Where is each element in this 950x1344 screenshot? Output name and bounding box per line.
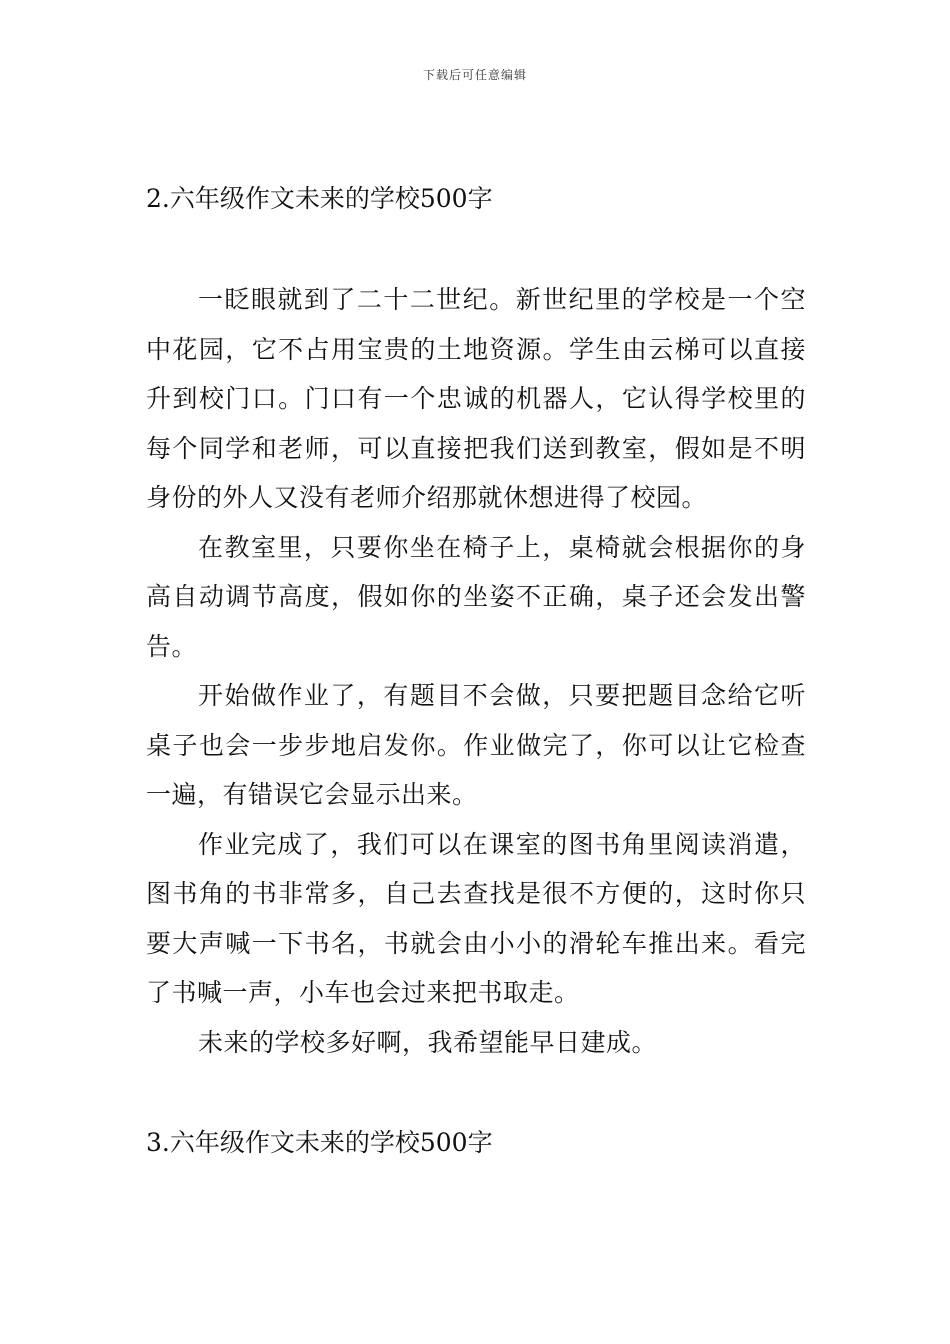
essay-paragraph: 一眨眼就到了二十二世纪。新世纪里的学校是一个空中花园，它不占用宝贵的土地资源。学生由云梯可以直接升到校门口。门口有一个忠诚的机器人，它认得学校里的每个同学和老师，可以直接把我们送到教室，假如是不明身份的外人又没有老师介绍那就休想进得了校园。 xyxy=(146,285,806,512)
essay-paragraph: 开始做作业了，有题目不会做，只要把题目念给它听桌子也会一步步地启发你。作业做完了，你可以让它检查一遍，有错误它会显示出来。 xyxy=(146,681,806,809)
essay-paragraph: 作业完成了，我们可以在课室的图书角里阅读消遣，图书角的书非常多，自己去查找是很不方便的，这时你只要大声喊一下书名，书就会由小小的滑轮车推出来。看完了书喊一声，小车也会过来把书取走。 xyxy=(146,829,806,1007)
essay-paragraph: 未来的学校多好啊，我希望能早日建成。 xyxy=(198,1027,658,1057)
section-title-3: 3.六年级作文未来的学校500字 xyxy=(146,1128,493,1157)
essay-paragraph: 在教室里，只要你坐在椅子上，桌椅就会根据你的身高自动调节高度，假如你的坐姿不正确，桌子还会发出警告。 xyxy=(146,532,806,661)
page-header-note: 下载后可任意编辑 xyxy=(422,68,527,82)
section-title-2: 2.六年级作文未来的学校500字 xyxy=(146,184,493,213)
essay-body xyxy=(146,275,806,1067)
